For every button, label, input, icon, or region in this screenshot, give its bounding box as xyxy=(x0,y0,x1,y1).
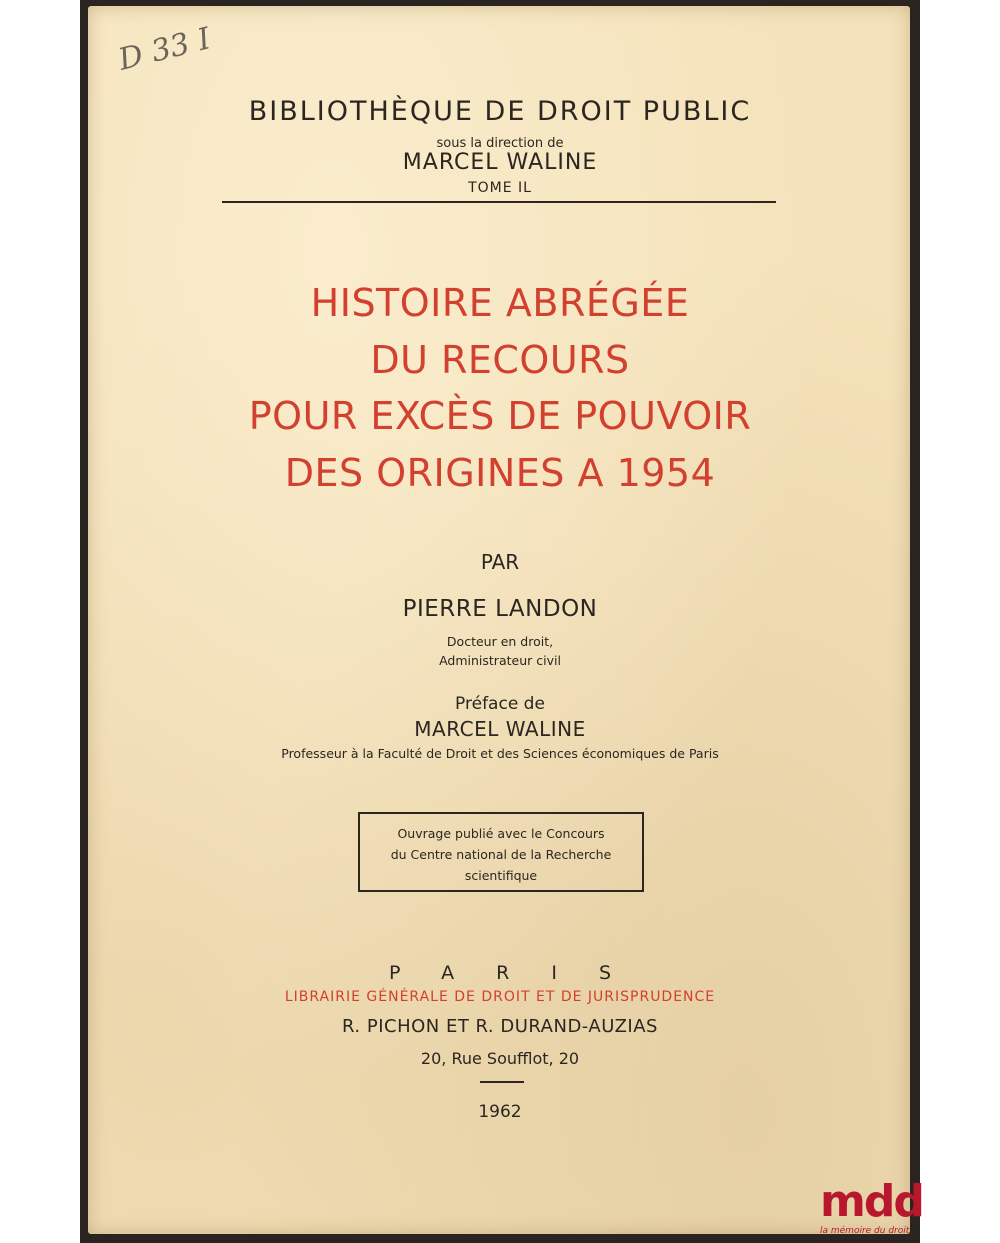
title-line-2: DU RECOURS xyxy=(370,338,630,382)
preface-author: MARCEL WALINE xyxy=(414,717,586,741)
author-name: PIERRE LANDON xyxy=(402,596,598,622)
preface-label: Préface de xyxy=(455,694,545,714)
volume-number: TOME IL xyxy=(468,180,532,196)
support-notice-box xyxy=(358,812,644,892)
imprint-address: 20, Rue Soufflot, 20 xyxy=(420,1049,580,1068)
direction-label: sous la direction de xyxy=(436,136,564,151)
author-credential-1: Docteur en droit, xyxy=(446,634,554,649)
support-notice-line-1: Ouvrage publié avec le Concours xyxy=(397,826,605,841)
title-line-1: HISTOIRE ABRÉGÉE xyxy=(310,281,690,325)
handwritten-shelf-mark: D 33 I xyxy=(115,21,215,78)
preface-affiliation: Professeur à la Faculté de Droit et des Sciences économiques de Paris xyxy=(281,746,719,761)
publication-year: 1962 xyxy=(478,1102,522,1122)
logo-letters: mdd xyxy=(820,1176,923,1227)
imprint-printer: R. PICHON ET R. DURAND-AUZIAS xyxy=(342,1016,658,1037)
support-notice-line-2: du Centre national de la Recherche xyxy=(390,847,612,862)
imprint-city: PARIS xyxy=(388,962,654,984)
author-credential-2: Administrateur civil xyxy=(439,653,561,668)
mdd-logo xyxy=(820,1176,923,1240)
imprint-publisher: LIBRAIRIE GÉNÉRALE DE DROIT ET DE JURISPRUDENCE xyxy=(284,989,716,1005)
by-label: PAR xyxy=(480,550,520,574)
logo-tagline: la mémoire du droit xyxy=(820,1226,910,1236)
title-line-3: POUR EXCÈS DE POUVOIR xyxy=(248,394,752,438)
header-divider xyxy=(222,201,776,203)
series-name: BIBLIOTHÈQUE DE DROIT PUBLIC xyxy=(248,96,752,127)
title-line-4: DES ORIGINES A 1954 xyxy=(284,451,716,495)
support-notice-line-3: scientifique xyxy=(464,868,538,883)
series-director: MARCEL WALINE xyxy=(402,150,598,175)
imprint-divider xyxy=(480,1081,524,1083)
